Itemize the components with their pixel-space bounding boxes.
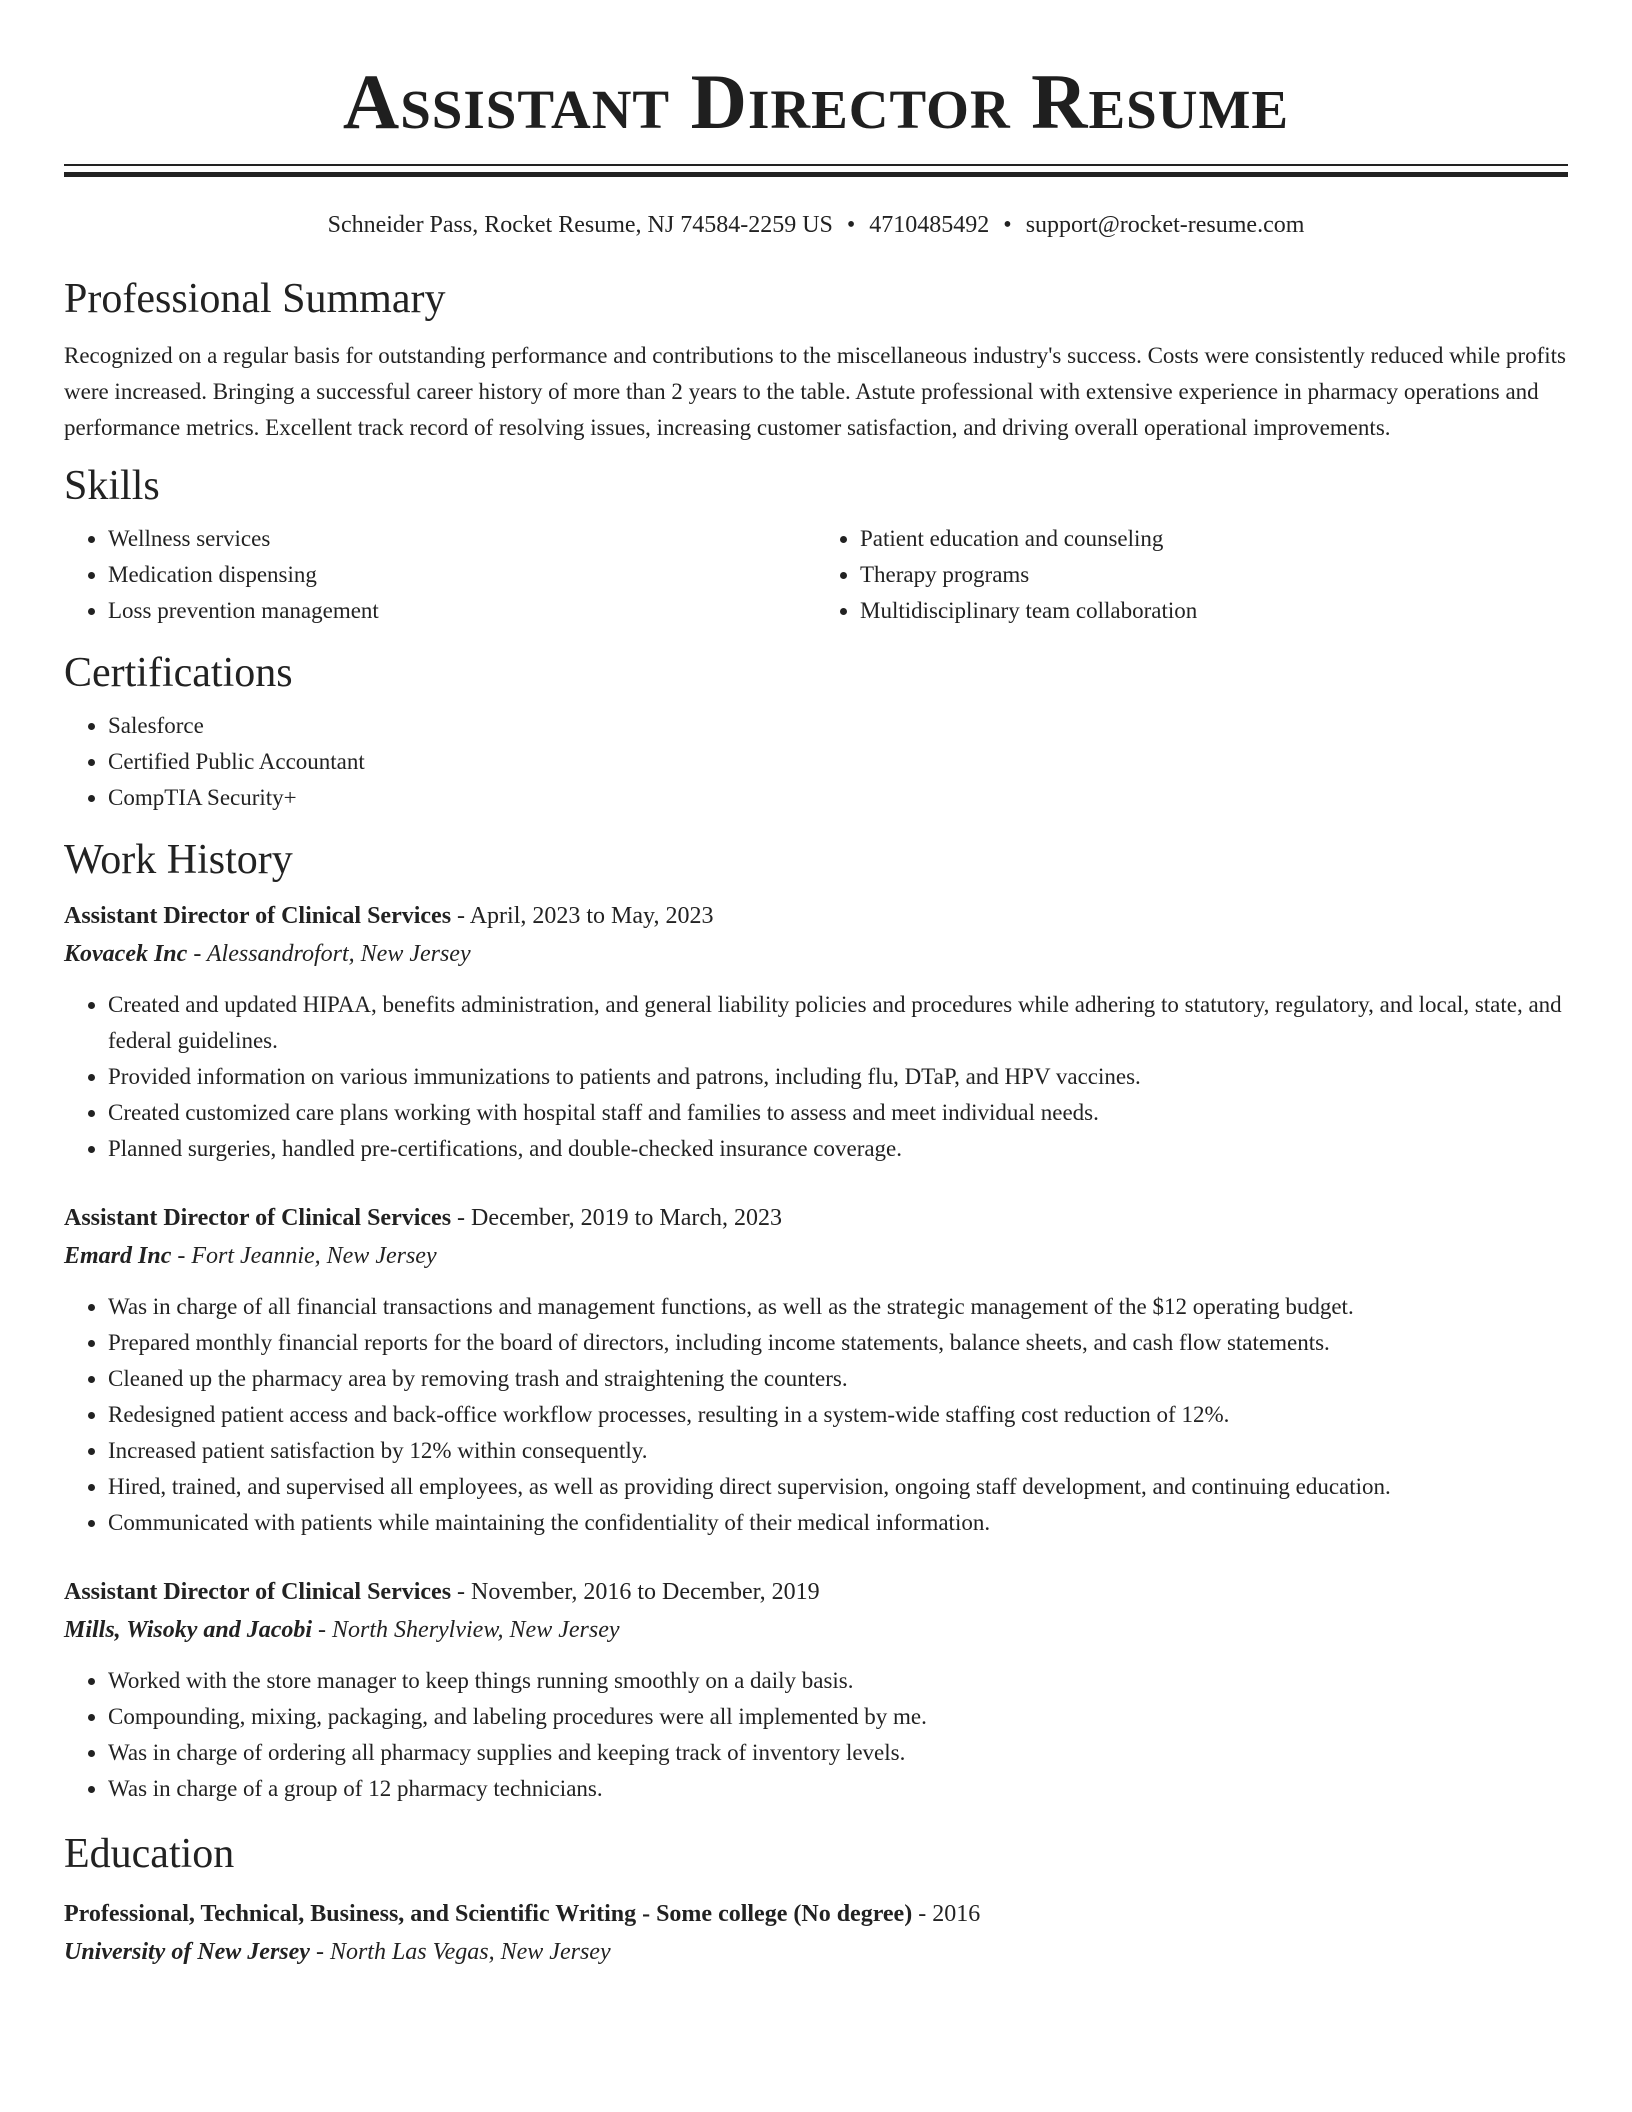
summary-section [64, 274, 1568, 446]
skills-list-left [64, 521, 816, 629]
job-header [64, 1199, 1568, 1237]
education-year: - 2016 [912, 1901, 981, 1927]
job-title: Assistant Director of Clinical Services [64, 903, 452, 929]
job-company-line [64, 1237, 1568, 1275]
section-heading-education: Education [64, 1831, 235, 1877]
job-company: Emard Inc [64, 1243, 172, 1269]
job-bullet: • Prepared monthly financial reports for the board of directors, including income statements, balance sheets, and cash flow statements. [108, 1325, 1568, 1361]
job-bullet: • Was in charge of a group of 12 pharmacy technicians. [108, 1771, 1568, 1807]
certifications-section [64, 648, 1568, 816]
job-company-line [64, 935, 1568, 973]
title-rule-thin [64, 164, 1568, 166]
job-company-line [64, 1611, 1568, 1649]
job-bullet: • Worked with the store manager to keep things running smoothly on a daily basis. [108, 1663, 1568, 1699]
section-heading-skills: Skills [64, 463, 160, 509]
job-entry [64, 1199, 1568, 1541]
job-dates: - December, 2019 to March, 2023 [451, 1205, 782, 1231]
job-location: - North Sherylview, New Jersey [312, 1617, 620, 1643]
section-heading-certifications: Certifications [64, 650, 293, 696]
job-header [64, 897, 1568, 935]
job-company: Kovacek Inc [64, 941, 188, 967]
certification-item: • Salesforce [108, 708, 1568, 744]
education-header [64, 1895, 1568, 1933]
job-location: - Fort Jeannie, New Jersey [171, 1243, 437, 1269]
job-bullet: • Increased patient satisfaction by 12% within consequently. [108, 1433, 1568, 1469]
skill-item: • Medication dispensing [108, 557, 816, 593]
contact-line [64, 209, 1568, 241]
skill-item: • Wellness services [108, 521, 816, 557]
job-bullets [64, 1663, 1568, 1807]
job-bullet: • Cleaned up the pharmacy area by removing trash and straightening the counters. [108, 1361, 1568, 1397]
job-dates: - April, 2023 to May, 2023 [451, 903, 714, 929]
resume-title: Assistant Director Resume [342, 58, 1290, 145]
job-bullet: • Created and updated HIPAA, benefits administration, and general liability policies and procedures while adhering to statutory, regulatory, and local, state, and federal guidelines. [108, 987, 1568, 1059]
job-entry [64, 897, 1568, 1167]
skills-section [64, 461, 1568, 629]
skill-item: • Therapy programs [860, 557, 1568, 593]
title-rule-thick [64, 172, 1568, 177]
job-bullet: • Was in charge of all financial transactions and management functions, as well as the strategic management of the $12 operating budget. [108, 1289, 1568, 1325]
job-bullet: • Hired, trained, and supervised all employees, as well as providing direct supervision, ongoing staff development, and continuing education. [108, 1469, 1568, 1505]
job-bullets [64, 987, 1568, 1167]
contact-separator: • [1003, 212, 1012, 238]
job-company: Mills, Wisoky and Jacobi [64, 1617, 313, 1643]
education-school: University of New Jersey [64, 1939, 310, 1965]
section-heading-work-history: Work History [64, 837, 293, 883]
job-bullet: • Communicated with patients while maintaining the confidentiality of their medical information. [108, 1505, 1568, 1541]
job-bullet: • Compounding, mixing, packaging, and labeling procedures were all implemented by me. [108, 1699, 1568, 1735]
job-title: Assistant Director of Clinical Services [64, 1205, 452, 1231]
education-section [64, 1829, 1568, 1971]
job-dates: - November, 2016 to December, 2019 [451, 1579, 820, 1605]
job-header [64, 1573, 1568, 1611]
certification-item: • CompTIA Security+ [108, 780, 1568, 816]
education-school-line [64, 1933, 1568, 1971]
work-history-section [64, 835, 1568, 1807]
job-bullet: • Created customized care plans working with hospital staff and families to assess and meet individual needs. [108, 1095, 1568, 1131]
skill-item: • Loss prevention management [108, 593, 816, 629]
skills-grid [64, 521, 1568, 629]
resume-page [64, 0, 1568, 1971]
certifications-list [64, 708, 1568, 816]
contact-phone: 4710485492 [869, 212, 990, 238]
skill-item: • Patient education and counseling [860, 521, 1568, 557]
job-bullet: • Was in charge of ordering all pharmacy supplies and keeping track of inventory levels. [108, 1735, 1568, 1771]
education-location: - North Las Vegas, New Jersey [309, 1939, 611, 1965]
job-location: - Alessandrofort, New Jersey [187, 941, 471, 967]
certification-item: • Certified Public Accountant [108, 744, 1568, 780]
skill-item: • Multidisciplinary team collaboration [860, 593, 1568, 629]
education-degree: Professional, Technical, Business, and Scientific Writing - Some college (No degree) [64, 1901, 913, 1927]
job-bullet: • Planned surgeries, handled pre-certifications, and double-checked insurance coverage. [108, 1131, 1568, 1167]
contact-separator: • [846, 212, 856, 238]
job-bullet: • Redesigned patient access and back-office workflow processes, resulting in a system-wide staffing cost reduction of 12%. [108, 1397, 1568, 1433]
contact-address: Schneider Pass, Rocket Resume, NJ 74584-2259 US [327, 212, 833, 238]
skills-list-right [816, 521, 1568, 629]
summary-text: Recognized on a regular basis for outstanding performance and contributions to the miscellaneous industry's success. Costs were consistently reduced while profits were increased. Bringing a successful career history of more than 2 years to the table. Astute professional with extensive experience in pharmacy operations and performance metrics. Excellent track record of resolving issues, increasing customer satisfaction, and driving overall operational improvements. [64, 343, 1566, 440]
job-title: Assistant Director of Clinical Services [64, 1579, 452, 1605]
job-entry [64, 1573, 1568, 1807]
job-bullet: • Provided information on various immunizations to patients and patrons, including flu, DTaP, and HPV vaccines. [108, 1059, 1568, 1095]
section-heading-summary: Professional Summary [64, 276, 446, 322]
contact-email: support@rocket-resume.com [1025, 212, 1305, 238]
job-bullets [64, 1289, 1568, 1541]
